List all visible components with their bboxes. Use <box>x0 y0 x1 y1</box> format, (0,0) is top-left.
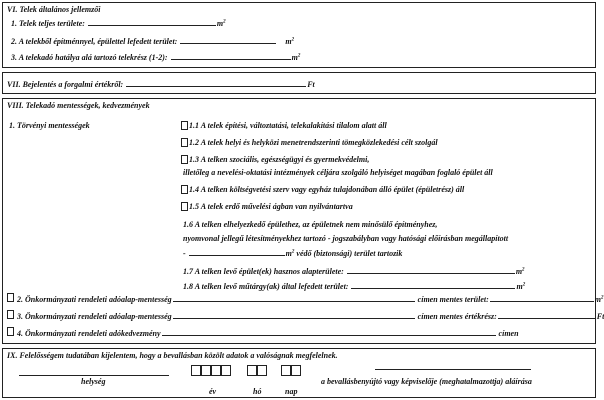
covered-area-label: 2. A telekből építménnyel, épülettel lefedett terület: <box>11 37 178 46</box>
day-digit-box[interactable] <box>291 365 301 376</box>
month-digit-box[interactable] <box>257 365 267 376</box>
protective-area-field[interactable] <box>189 247 285 256</box>
local-base-exemption-area-field[interactable] <box>490 293 594 302</box>
unit-sup: 2 <box>297 53 301 59</box>
unit-m: m <box>285 37 292 46</box>
building-area-label: 1.7 A telken levő épület(ek) hasznos alapterülete: <box>183 267 344 276</box>
structure-area-row <box>183 280 525 292</box>
section-ix <box>2 348 596 398</box>
exemption-1-3-checkbox[interactable] <box>181 155 188 164</box>
signature-label: a bevallásbenyújtó vagy képviselője (meghatalmazottja) aláírása <box>321 377 532 386</box>
structure-area-field[interactable] <box>351 280 515 289</box>
unit-sup: 2 <box>601 295 604 301</box>
local-tax-relief-suffix: címen <box>498 329 519 338</box>
local-base-exemption-value-row <box>17 310 604 322</box>
dash-prefix: - <box>183 249 188 258</box>
signature-field[interactable] <box>375 369 531 370</box>
total-area-field[interactable] <box>88 17 216 26</box>
exemption-1-4-label: 1.4 A telken költségvetési szerv vagy egyház tulajdonában álló épület (épületrész) áll <box>189 185 465 194</box>
local-base-exemption-value-label: 3. Önkormányzati rendeleti adóalap-mentesség <box>17 312 172 321</box>
month-digit-box[interactable] <box>247 365 257 376</box>
local-base-exemption-area-label: 2. Önkormányzati rendeleti adóalap-mentesség <box>17 295 172 304</box>
day-digit-box[interactable] <box>281 365 291 376</box>
unit-sup: 2 <box>291 37 295 43</box>
total-area-row <box>11 17 226 29</box>
unit-m: m <box>594 295 602 304</box>
local-tax-relief-row <box>17 327 519 339</box>
unit-sup: 2 <box>522 282 526 288</box>
exemption-1-4-checkbox[interactable] <box>181 185 188 194</box>
local-base-exemption-value-suffix: címen mentes értékrész: <box>417 312 497 321</box>
declaration-text: IX. Felelősségem tudatában kijelentem, hogy a bevallásban közölt adatok a valóságnak megfelelnek. <box>7 351 338 360</box>
local-base-exemption-area-row <box>17 293 604 305</box>
section-vi <box>2 2 596 68</box>
statutory-exemptions-label: 1. Törvényi mentességek <box>9 121 90 130</box>
exemption-1-6-label-cont: nyomvonal jellegű létesítményekhez tartozó - jogszabályban vagy hatósági előírásban megállapított <box>183 234 509 243</box>
unit-m: m <box>516 282 523 291</box>
year-label: év <box>209 387 217 396</box>
section-viii-title: VIII. Telekadó mentességek, kedvezmények <box>7 101 150 110</box>
protective-area-tail: védő (biztonsági) terület tartozik <box>296 249 403 258</box>
month-boxes[interactable] <box>247 365 267 376</box>
local-tax-relief-label: 4. Önkormányzati rendeleti adókedvezmény <box>17 329 161 338</box>
exemption-1-2-label: 1.2 A telek helyi és helyközi menetrendszerinti tömegközlekedési célt szolgál <box>189 138 438 147</box>
market-value-row <box>7 78 315 90</box>
market-value-field[interactable] <box>126 78 306 87</box>
unit-m: m <box>216 19 224 28</box>
year-digit-box[interactable] <box>201 365 211 376</box>
unit-m: m <box>515 267 523 276</box>
unit-sup: 2 <box>522 267 525 273</box>
year-digit-box[interactable] <box>191 365 201 376</box>
currency-ft: Ft <box>307 80 315 89</box>
unit-sup: 2 <box>291 249 295 255</box>
year-digit-box[interactable] <box>211 365 221 376</box>
building-area-row <box>183 265 525 277</box>
building-area-field[interactable] <box>347 265 515 274</box>
exemption-1-6-area-row <box>183 247 402 259</box>
taxable-area-row <box>11 51 300 63</box>
taxable-area-field[interactable] <box>171 51 291 60</box>
exemption-1-5-checkbox[interactable] <box>181 202 188 211</box>
unit-sup: 2 <box>223 19 226 25</box>
month-label: hó <box>253 387 262 396</box>
local-base-exemption-area-suffix: címen mentes terület: <box>417 295 489 304</box>
unit-m: m <box>285 249 292 258</box>
year-boxes[interactable] <box>191 365 231 376</box>
section-vii <box>2 72 596 94</box>
local-base-exemption-area-checkbox[interactable] <box>7 293 14 302</box>
structure-area-label: 1.8 A telken levő műtárgy(ak) által lefedett terület: <box>183 282 349 291</box>
unit-m: m <box>291 53 298 62</box>
currency-ft: Ft <box>596 312 604 321</box>
exemption-1-6-label: 1.6 A telken elhelyezkedő épülethez, az épületnek nem minősülő építményhez, <box>183 220 438 229</box>
market-value-label: VII. Bejelentés a forgalmi értékről: <box>7 80 124 89</box>
local-base-exemption-area-title-field[interactable] <box>173 293 415 302</box>
exemption-1-1-checkbox[interactable] <box>181 121 188 130</box>
exemption-1-3-label-cont: illetőleg a nevelési-oktatási intézmények céljára szolgáló helyiséget magában foglaló épület áll <box>183 168 493 177</box>
place-label: helység <box>81 377 106 386</box>
section-viii <box>2 98 604 344</box>
local-tax-relief-checkbox[interactable] <box>7 327 14 336</box>
exemption-1-3-label: 1.3 A telken szociális, egészségügyi és gyermekvédelmi, <box>189 155 370 164</box>
local-base-exemption-value-checkbox[interactable] <box>7 310 14 319</box>
place-field[interactable] <box>19 375 169 376</box>
local-base-exemption-value-field[interactable] <box>498 310 596 319</box>
section-vi-title: VI. Telek általános jellemzői <box>7 5 101 14</box>
local-tax-relief-field[interactable] <box>162 327 496 336</box>
total-area-label: 1. Telek teljes területe: <box>11 19 85 28</box>
exemption-1-5-label: 1.5 A telek erdő művelési ágban van nyilvántartva <box>189 202 353 211</box>
local-base-exemption-value-title-field[interactable] <box>173 310 415 319</box>
covered-area-row <box>11 35 294 47</box>
exemption-1-2-checkbox[interactable] <box>181 138 188 147</box>
exemption-1-1-label: 1.1 A telek építési, változtatási, telekalakítási tilalom alatt áll <box>189 121 387 130</box>
day-label: nap <box>285 387 298 396</box>
year-digit-box[interactable] <box>221 365 231 376</box>
taxable-area-label: 3. A telekadó hatálya alá tartozó telekrész (1-2): <box>11 53 168 62</box>
covered-area-field[interactable] <box>180 35 276 44</box>
day-boxes[interactable] <box>281 365 301 376</box>
